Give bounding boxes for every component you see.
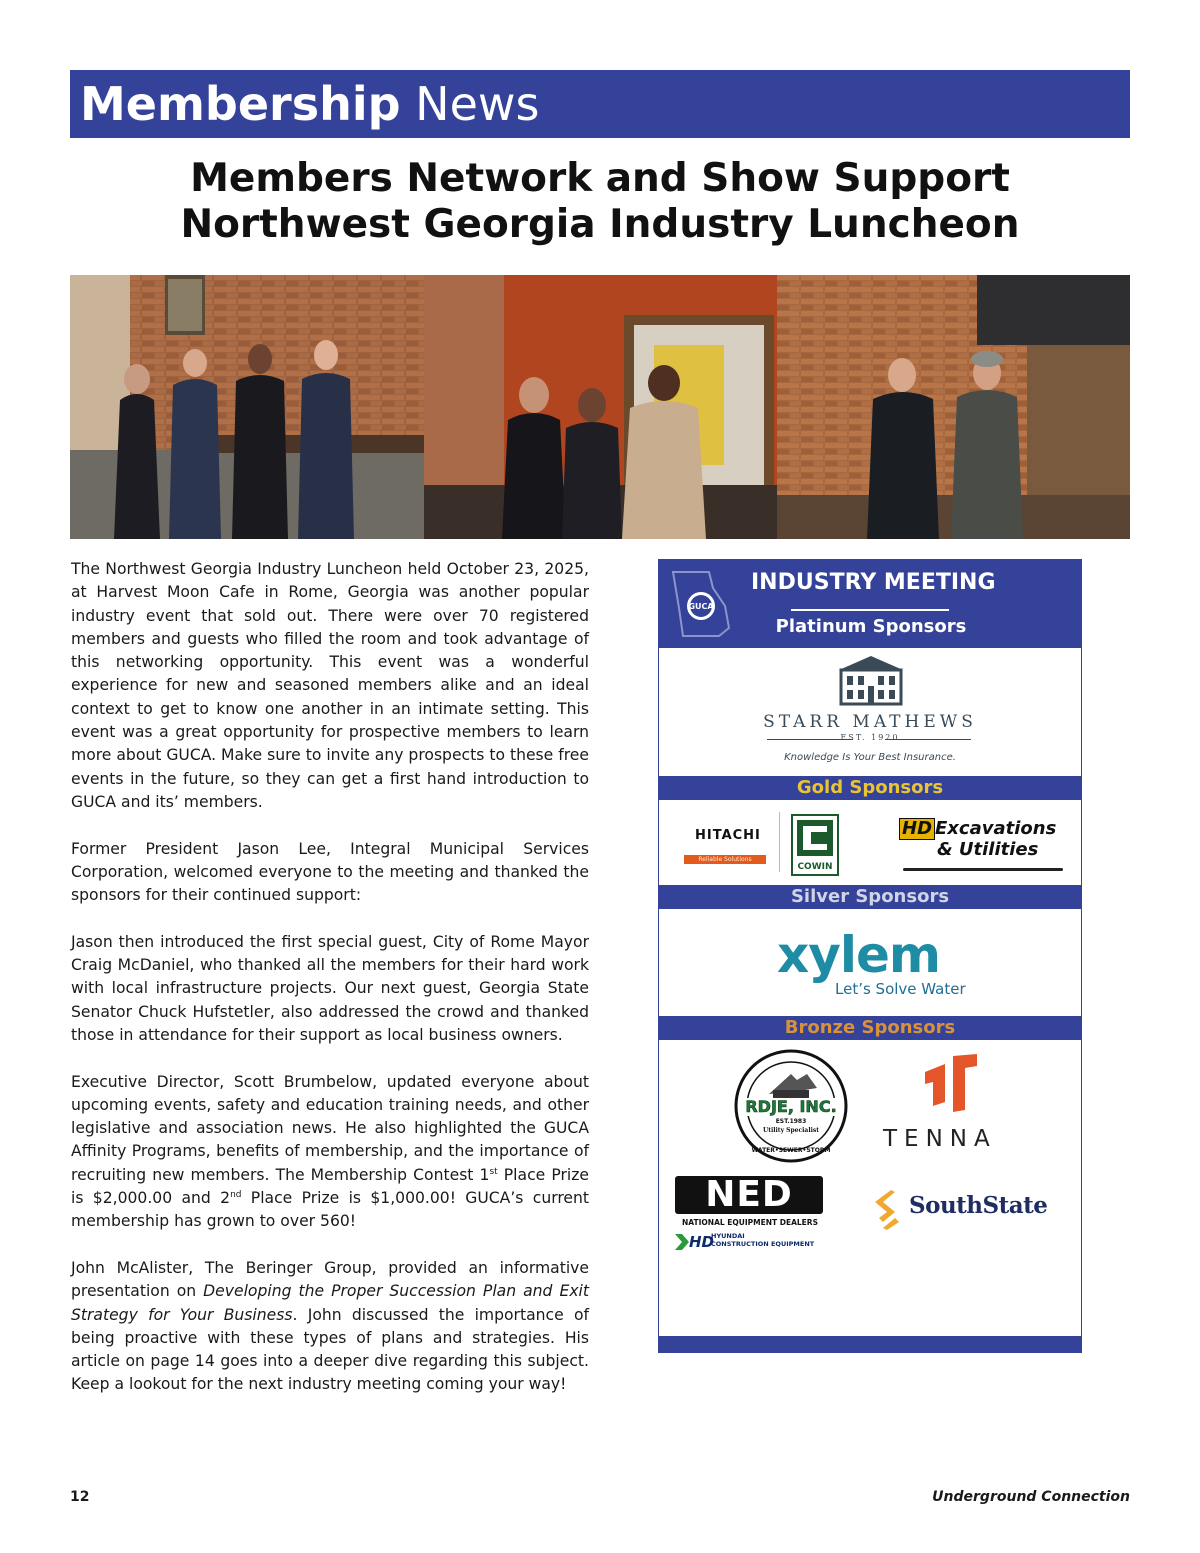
southstate-logo	[875, 1190, 1048, 1234]
hyundai-line-2: CONSTRUCTION EQUIPMENT	[711, 1240, 815, 1248]
ned-chevron-icon	[675, 1234, 689, 1250]
guca-seal-text: GUCA	[688, 602, 714, 611]
section-title-bold: Membership	[80, 77, 401, 131]
article-paragraph-3: Jason then introduced the first special guest, City of Rome Mayor Craig McDaniel, who thanked all the members for their hard work with local infrastructure projects. Our next guest, Georgia State Senator Chuck Hufstetler, also addressed the crowd and thanked those in attendance for their support as local business owners.	[71, 932, 589, 1044]
article-paragraph-4	[71, 1071, 589, 1234]
hd-excavations-logo	[899, 818, 1056, 860]
starr-mathews-name: STARR MATHEWS	[763, 712, 977, 732]
sponsors-footer-bar	[659, 1336, 1081, 1352]
p5-presentation-title: Developing the Proper Succession Plan and Exit Strategy for Your Business	[71, 1282, 590, 1324]
hyundai-hd-mark: HD	[689, 1233, 715, 1251]
article-paragraph-5	[71, 1257, 589, 1397]
ned-wordmark: NED	[675, 1176, 823, 1214]
headline-line-1: Members Network and Show Support	[190, 156, 1010, 201]
article-body	[71, 558, 589, 1420]
p4-text-c: Place Prize is $1,000.00! GUCA’s current membership has grown to over 560!	[71, 1189, 590, 1231]
rdje-sub: Utility Specialist	[762, 1127, 820, 1134]
page-number: 12	[70, 1489, 90, 1505]
p4-text-b: Place Prize is $2,000.00 and 2	[71, 1165, 589, 1208]
article-paragraph-2: Former President Jason Lee, Integral Municipal Services Corporation, welcomed everyone to the meeting and thanked the sponsors for their continued support:	[71, 839, 589, 905]
georgia-state-icon	[669, 568, 733, 640]
rdje-ring-text: WATER•SEWER•STORM	[751, 1147, 831, 1154]
p5-text-b: . John discussed the importance of being proactive with these types of plans and strategies. His article on page 14 goes into a deeper dive regarding this subject. Keep a lookout for the next industry meeting coming your way!	[71, 1305, 589, 1394]
hitachi-logo: HITACHI	[695, 828, 761, 843]
sponsors-title: INDUSTRY MEETING	[751, 570, 996, 595]
tenna-wordmark: TENNA	[883, 1126, 997, 1152]
p5-text-a: John McAlister, The Beringer Group, provided an informative presentation on	[71, 1258, 589, 1301]
sponsors-header	[659, 560, 1081, 648]
gold-divider	[779, 812, 780, 872]
sponsors-title-rule	[791, 609, 949, 611]
rdje-logo	[733, 1048, 849, 1164]
hitachi-tagline: Reliable Solutions	[684, 855, 766, 864]
event-photo-strip	[70, 275, 1130, 539]
rdje-name: RDJE, INC.	[745, 1097, 837, 1116]
p4-sup-2: nd	[230, 1190, 242, 1201]
cowin-logo	[791, 814, 839, 876]
rdje-est: EST.1983	[775, 1118, 807, 1125]
tenna-mark-icon	[923, 1054, 979, 1112]
xylem-tagline: Let’s Solve Water	[835, 980, 966, 998]
bronze-sponsors-bar: Bronze Sponsors	[659, 1016, 1081, 1040]
p4-sup-1: st	[489, 1166, 498, 1177]
hd-line-1: Excavations	[935, 818, 1057, 839]
southstate-mark-icon	[875, 1190, 903, 1230]
starr-mathews-tagline: Knowledge Is Your Best Insurance.	[784, 752, 956, 763]
xylem-wordmark: xylem	[777, 926, 940, 984]
group-photo-three-members	[424, 275, 777, 539]
hd-underline	[903, 868, 1063, 871]
group-photo-two-members	[777, 275, 1130, 539]
hd-line-2: & Utilities	[936, 839, 1039, 860]
silver-sponsors-bar: Silver Sponsors	[659, 885, 1081, 909]
section-banner	[70, 70, 1130, 138]
article-paragraph-1: The Northwest Georgia Industry Luncheon held October 23, 2025, at Harvest Moon Cafe in Rome, Georgia was another popular industry event that sold out. There were over 70 registered members and guests who filled the room and took advantage of this networking opportunity. This event was a wonderful experience for new and seasoned members alike and an ideal context to get to know one another in an intimate setting. This event was a great opportunity for prospective members to learn more about GUCA. Make sure to invite any prospects to these free events in the future, so they can get a first hand introduction to GUCA and its’ members.	[71, 560, 589, 811]
ned-full-name: NATIONAL EQUIPMENT DEALERS	[682, 1218, 818, 1227]
platinum-label: Platinum Sponsors	[775, 616, 967, 637]
p4-text-a: Executive Director, Scott Brumbelow, updated everyone about upcoming events, safety and education training needs, and other legislative and association news. He also highlighted the GUCA Affinity Programs, benefits of membership, and the importance of recruiting new members. The Membership Contest 1	[71, 1072, 589, 1184]
hd-badge: HD	[899, 818, 935, 840]
xylem-logo	[659, 910, 1081, 1010]
headline-line-2: Northwest Georgia Industry Luncheon	[180, 202, 1020, 247]
section-title	[80, 74, 539, 134]
article-headline	[0, 156, 1200, 248]
gold-sponsors-row	[659, 804, 1081, 884]
bronze-sponsors-area	[659, 1040, 1081, 1330]
building-icon	[831, 652, 911, 708]
hyundai-text	[711, 1232, 814, 1248]
hyundai-line-1: HYUNDAI	[711, 1232, 745, 1240]
section-title-light: News	[415, 77, 540, 131]
southstate-wordmark: SouthState	[909, 1192, 1048, 1219]
gold-sponsors-bar: Gold Sponsors	[659, 776, 1081, 800]
sponsors-panel	[658, 559, 1082, 1353]
starr-mathews-est: EST. 1920	[840, 733, 900, 742]
publication-name: Underground Connection	[932, 1489, 1130, 1505]
cowin-text: COWIN	[797, 862, 833, 872]
starr-mathews-logo	[659, 652, 1081, 772]
group-photo-four-members	[70, 275, 424, 539]
